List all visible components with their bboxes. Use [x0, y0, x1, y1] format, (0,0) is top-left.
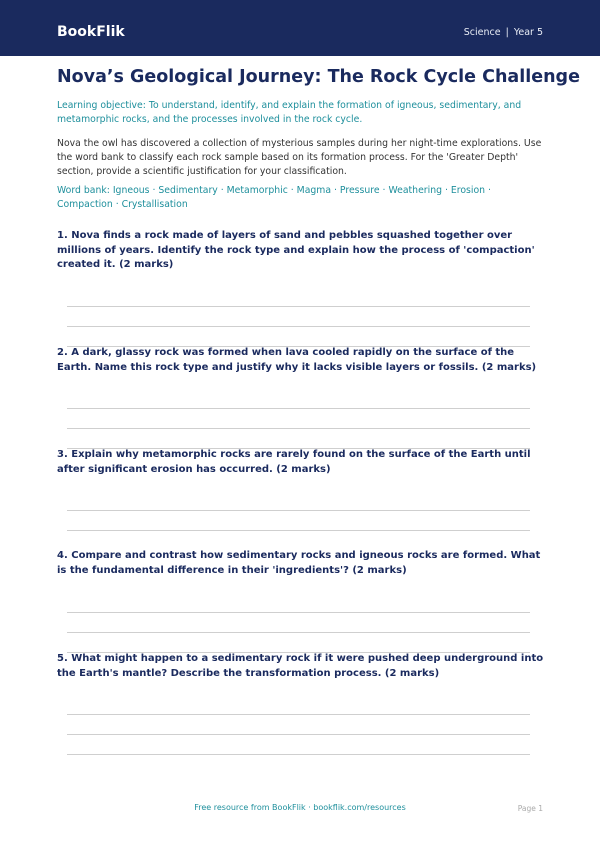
year-label: Year 5 — [513, 27, 543, 38]
answer-line[interactable] — [67, 326, 530, 327]
answer-line[interactable] — [67, 428, 530, 429]
brand-logo[interactable]: BookFlik — [57, 24, 125, 40]
intro-paragraph: Nova the owl has discovered a collection of mysterious samples during her night-time explorations. Use the word bank to classify each rock sample based on its formation process. For the 'Greater Depth' section, provide a scientific justification for your classification. — [57, 138, 542, 177]
page-header — [0, 0, 600, 56]
page-number: Page 1 — [517, 804, 543, 813]
answer-line[interactable] — [67, 734, 530, 735]
question-4: 4. Compare and contrast how sedimentary rocks and igneous rocks are formed. What is the fundamental difference in their 'ingredients'? (2 marks) — [57, 550, 541, 576]
answer-line[interactable] — [67, 754, 530, 755]
header-separator: | — [505, 27, 509, 38]
answer-line[interactable] — [67, 714, 530, 715]
answer-line[interactable] — [67, 306, 530, 307]
question-2: 2. A dark, glassy rock was formed when lava cooled rapidly on the surface of the Earth. Name this rock type and justify why it lacks visible layers or fossils. (2 marks) — [57, 347, 537, 373]
subject-label: Science — [463, 27, 501, 38]
header-meta — [464, 26, 543, 40]
question-3: 3. Explain why metamorphic rocks are rarely found on the surface of the Earth until after significant erosion has occurred. (2 marks) — [57, 449, 531, 475]
learning-objective: Learning objective: To understand, identify, and explain the formation of igneous, sedimentary, and metamorphic rocks, and the processes involved in the rock cycle. — [57, 100, 522, 125]
word-bank: Word bank: Igneous · Sedimentary · Metamorphic · Magma · Pressure · Weathering · Erosion · Compaction · Crystallisation — [57, 185, 491, 210]
answer-line[interactable] — [67, 530, 530, 531]
answer-line[interactable] — [67, 510, 530, 511]
worksheet-title: Nova’s Geological Journey: The Rock Cycle Challenge — [57, 67, 580, 87]
question-1: 1. Nova finds a rock made of layers of sand and pebbles squashed together over millions of years. Identify the rock type and explain how the process of 'compaction' created it. (2 marks) — [57, 230, 535, 270]
footer-credit[interactable]: Free resource from BookFlik · bookflik.com/resources — [194, 803, 406, 812]
question-5: 5. What might happen to a sedimentary rock if it were pushed deep underground into the Earth's mantle? Describe the transformation process. (2 marks) — [57, 653, 544, 679]
answer-line[interactable] — [67, 612, 530, 613]
answer-line[interactable] — [67, 632, 530, 633]
answer-line[interactable] — [67, 408, 530, 409]
